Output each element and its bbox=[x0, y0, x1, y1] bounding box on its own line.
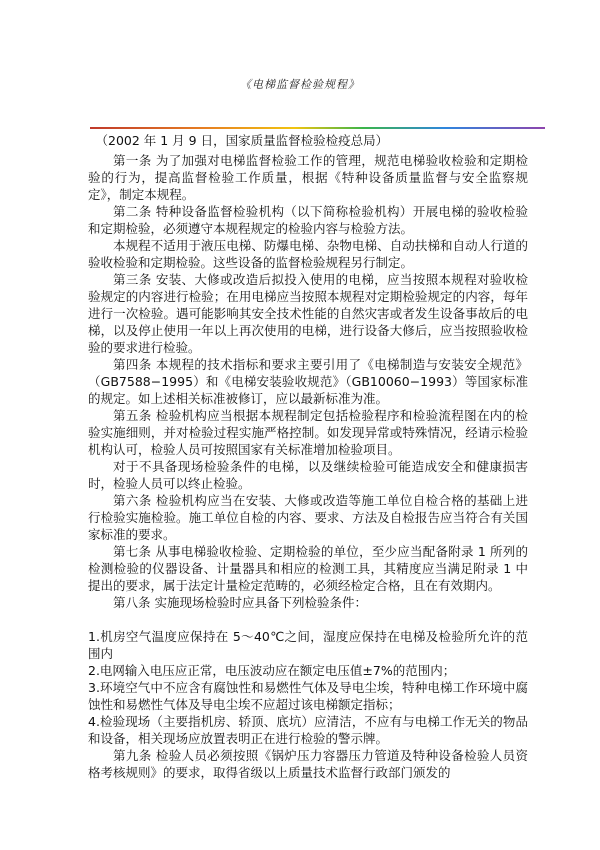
condition-item: 4.检验现场（主要指机房、轿顶、底坑）应清洁，不应有与电梯工作无关的物品和设备，相关现场应放置表明正在进行检验的警示牌。 bbox=[88, 714, 528, 746]
scope-exclusion-paragraph: 本规程不适用于液压电梯、防爆电梯、杂物电梯、自动扶梯和自动人行道的验收检验和定期检验。这些设备的监督检验规程另行制定。 bbox=[88, 238, 528, 270]
article-3-paragraph: 第三条 安装、大修或改造后拟投入使用的电梯，应当按照本规程对验收检验规定的内容进行检验；在用电梯应当按照本规程对定期检验规定的内容，每年进行一次检验。遇可能影响其安全技术性能的自然灾害或者发生设备事故后的电梯，以及停止使用一年以上再次使用的电梯，进行设备大修后，应当按照验收检验的要求进行检验。 bbox=[88, 272, 528, 355]
article-8-paragraph: 第八条 实施现场检验时应具备下列检验条件： bbox=[113, 595, 367, 610]
termination-paragraph: 对于不具备现场检验条件的电梯，以及继续检验可能造成安全和健康损害时，检验人员可以终止检验。 bbox=[88, 459, 528, 491]
article-9-paragraph: 第九条 检验人员必须按照《锅炉压力容器压力管道及特种设备检验人员资格考核规则》的要求，取得省级以上质量技术监督行政部门颁发的 bbox=[88, 748, 528, 780]
condition-item: 2.电网输入电压应正常，电压波动应在额定电压值±7%的范围内； bbox=[88, 663, 456, 678]
article-2-paragraph: 第二条 特种设备监督检验机构（以下简称检验机构）开展电梯的验收检验和定期检验，必须遵守本规程规定的检验内容与检验方法。 bbox=[88, 204, 528, 236]
article-7-paragraph: 第七条 从事电梯验收检验、定期检验的单位，至少应当配备附录 1 所列的检测检验的仪器设备、计量器具和相应的检测工具，其精度应当满足附录 1 中提出的要求，属于法定计量检定范畴的，必须经检定合格，且在有效期内。 bbox=[88, 544, 528, 593]
article-4-paragraph: 第四条 本规程的技术指标和要求主要引用了《电梯制造与安装安全规范》（GB7588−1995）和《电梯安装验收规范》（GB10060−1993）等国家标准的规定。如上述相关标准被修订，应以最新标准为准。 bbox=[88, 357, 528, 406]
blank-line bbox=[88, 611, 528, 628]
rainbow-divider bbox=[90, 127, 545, 129]
article-6-paragraph: 第六条 检验机构应当在安装、大修或改造等施工单位自检合格的基础上进行检验实施检验。施工单位自检的内容、要求、方法及自检报告应当符合有关国家标准的要求。 bbox=[88, 493, 528, 542]
document-header-title: 《电梯监督检验规程》 bbox=[240, 78, 360, 91]
condition-item: 1.机房空气温度应保持在 5～40℃之间，湿度应保持在电梯及检验所允许的范围内 bbox=[88, 629, 528, 661]
document-body bbox=[88, 132, 528, 781]
issue-date-line: （2002 年 1 月 9 日，国家质量监督检验检疫总局） bbox=[95, 133, 389, 148]
article-5-paragraph: 第五条 检验机构应当根据本规程制定包括检验程序和检验流程图在内的检验实施细则，并对检验过程实施严格控制。如发现异常或特殊情况，经请示检验机构认可，检验人员可按照国家有关标准增加检验项目。 bbox=[88, 408, 528, 457]
condition-item: 3.环境空气中不应含有腐蚀性和易燃性气体及导电尘埃，特种电梯工作环境中腐蚀性和易燃性气体及导电尘埃不应超过该电梯额定指标； bbox=[88, 680, 528, 712]
article-1-paragraph: 第一条 为了加强对电梯监督检验工作的管理，规范电梯验收检验和定期检验的行为，提高监督检验工作质量，根据《特种设备质量监督与安全监察规定》，制定本规程。 bbox=[88, 153, 528, 202]
